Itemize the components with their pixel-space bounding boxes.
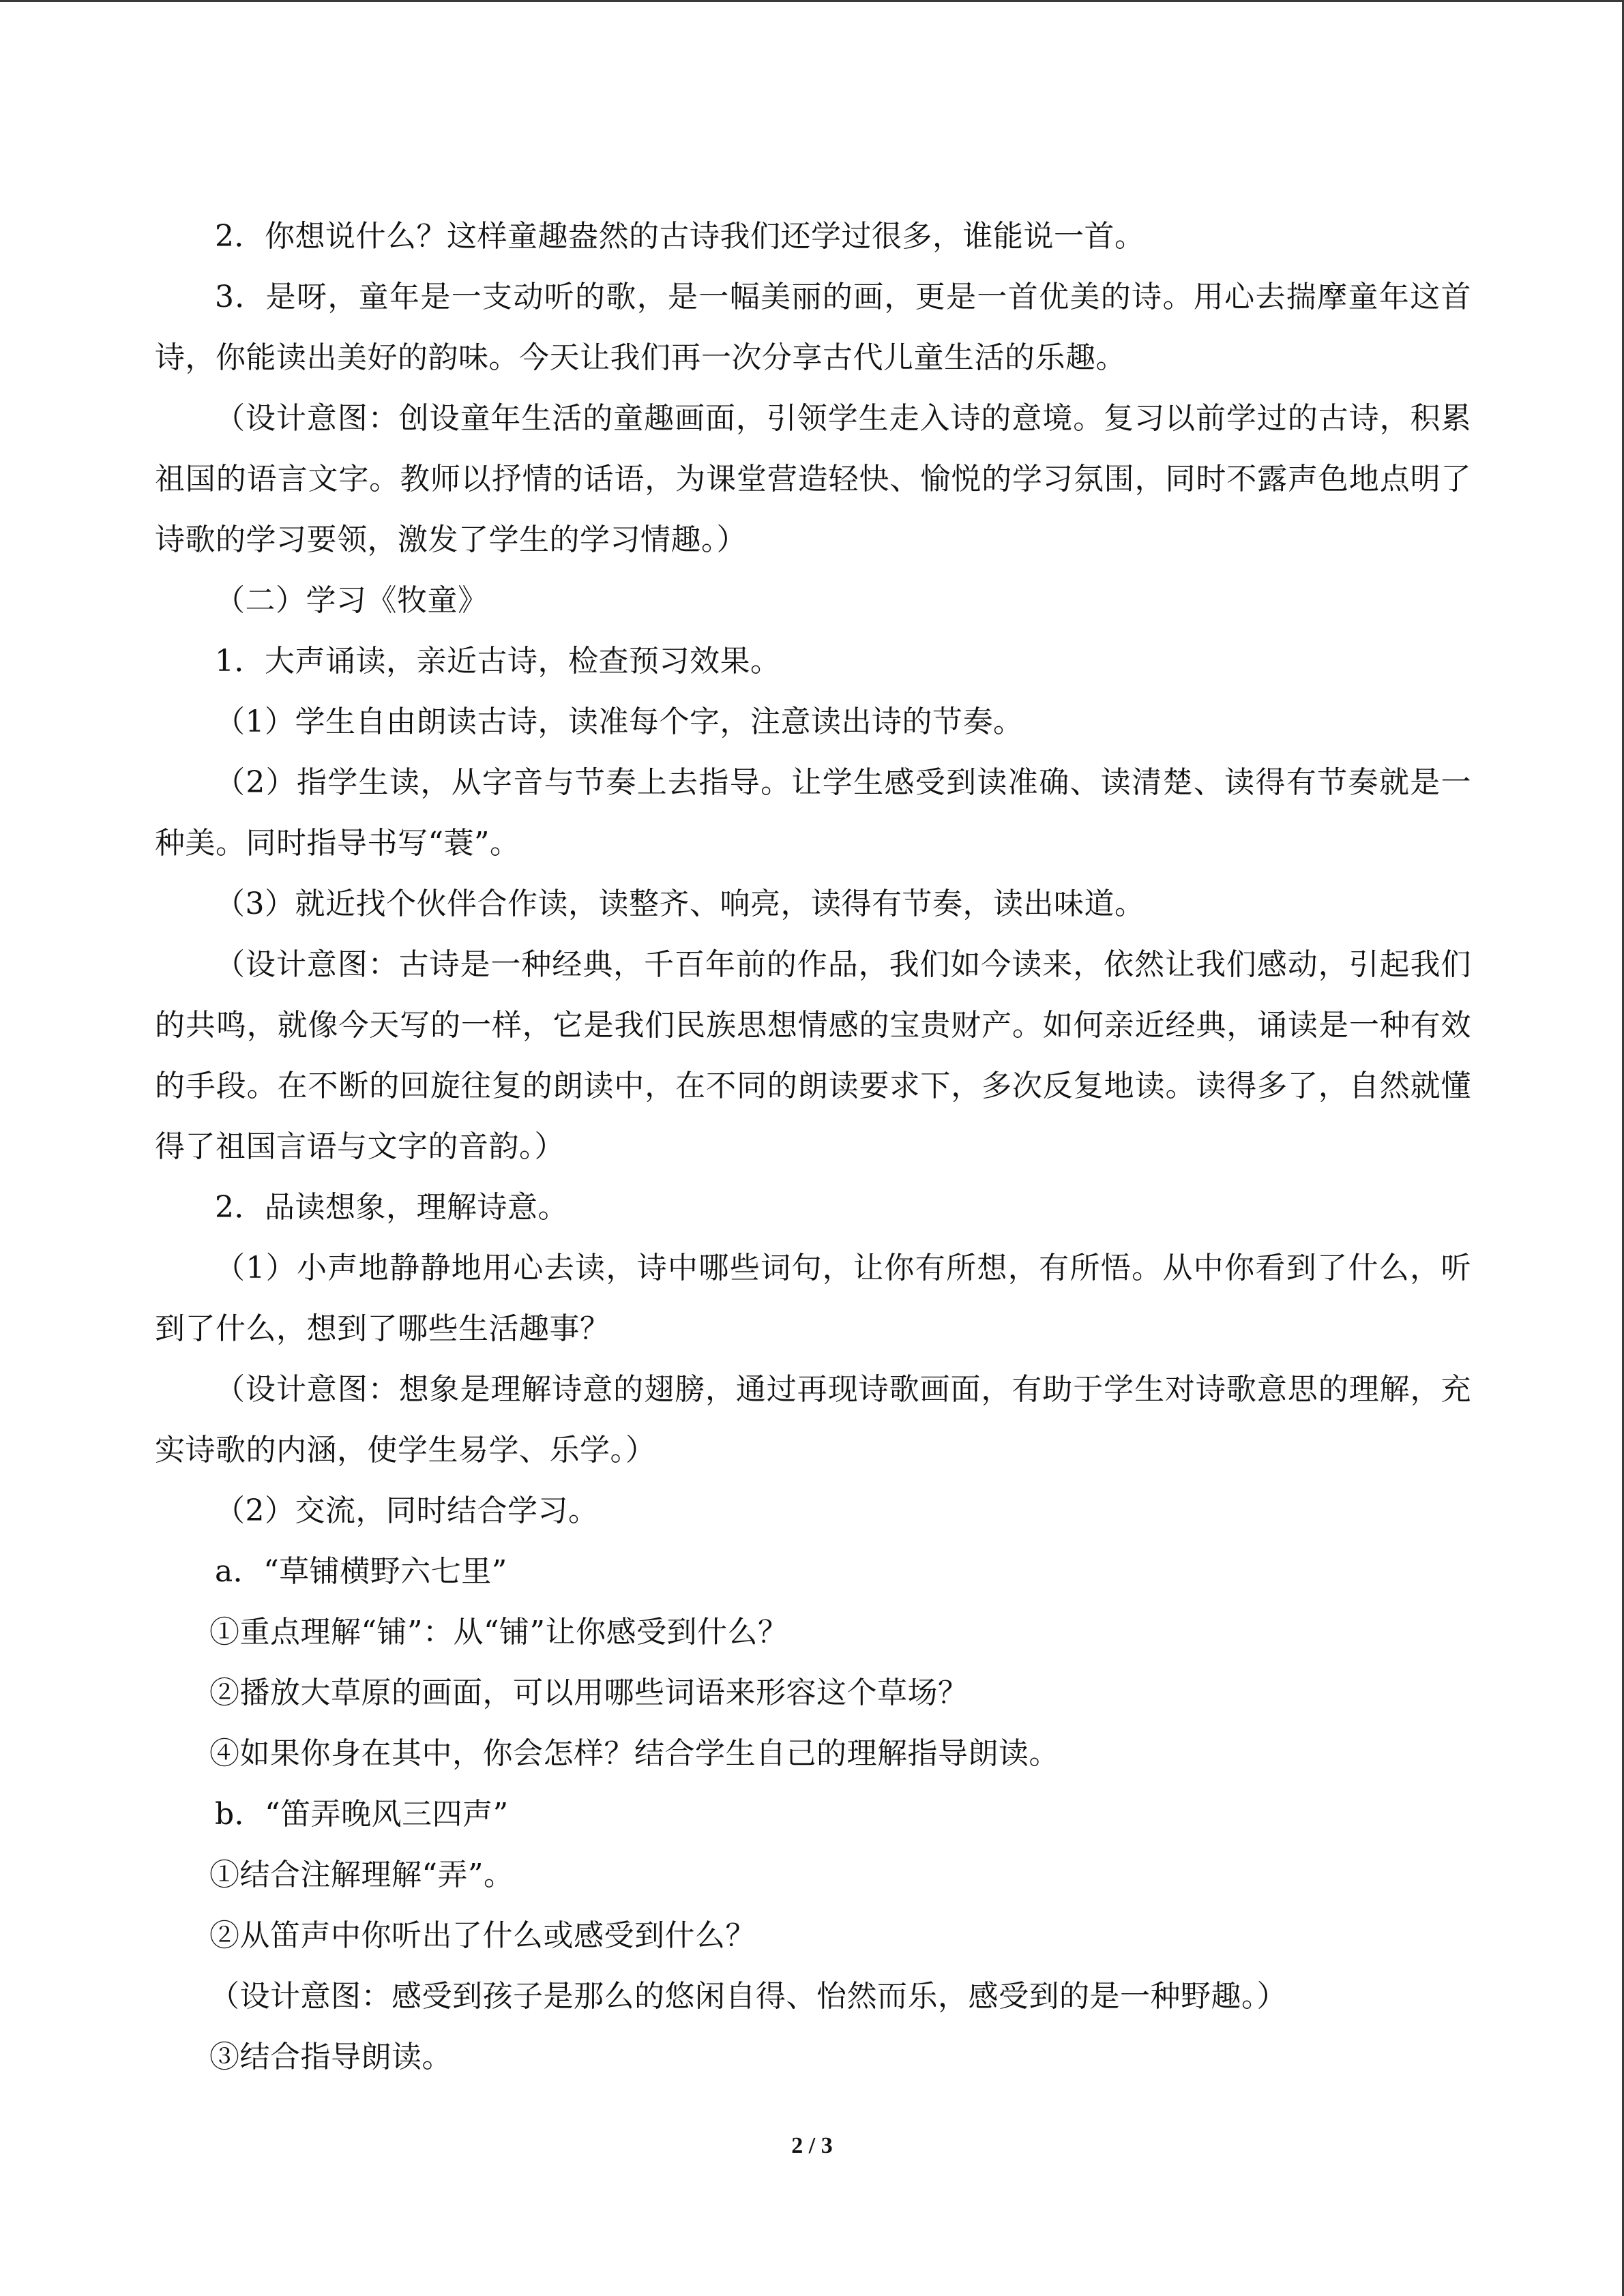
poem-line-heading: a．“草铺横野六七里” — [215, 1554, 507, 1589]
paragraph: 2．你想说什么？这样童趣盎然的古诗我们还学过很多，谁能说一首。 — [215, 219, 1145, 254]
list-item: ②从笛声中你听出了什么或感受到什么？ — [209, 1918, 756, 1953]
page-border-top — [0, 0, 1624, 2]
design-intent-note: （设计意图：感受到孩子是那么的悠闲自得、怡然而乐，感受到的是一种野趣。） — [209, 1979, 1287, 2014]
page-number: 2 / 3 — [791, 2133, 833, 2158]
paragraph: 3．是呀，童年是一支动听的歌，是一幅美丽的画，更是一首优美的诗。用心去揣摩童年这首诗，你能读出美好的韵味。今天让我们再一次分享古代儿童生活的乐趣。 — [155, 280, 1471, 375]
paragraph: （1）小声地静静地用心去读，诗中哪些词句，让你有所想，有所悟。从中你看到了什么，听到了什么，想到了哪些生活趣事？ — [155, 1251, 1471, 1346]
list-item: ①结合注解理解“弄”。 — [209, 1858, 514, 1892]
step-heading: 2．品读想象，理解诗意。 — [215, 1190, 568, 1225]
paragraph: （2）交流，同时结合学习。 — [215, 1493, 599, 1528]
list-item: ①重点理解“铺”：从“铺”让你感受到什么？ — [209, 1615, 788, 1650]
list-item: ③结合指导朗读。 — [209, 2040, 452, 2074]
list-item: ④如果你身在其中，你会怎样？结合学生自己的理解指导朗读。 — [209, 1736, 1059, 1771]
section-heading: （二）学习《牧童》 — [215, 583, 488, 618]
paragraph: （3）就近找个伙伴合作读，读整齐、响亮，读得有节奏，读出味道。 — [215, 886, 1145, 921]
poem-line-heading: b．“笛弄晚风三四声” — [215, 1797, 509, 1832]
design-intent-note: （设计意图：创设童年生活的童趣画面，引领学生走入诗的意境。复习以前学过的古诗，积累祖国的语言文字。教师以抒情的话语，为课堂营造轻快、愉悦的学习氛围，同时不露声色地点明了诗歌的学习要领，激发了学生的学习情趣。） — [155, 401, 1471, 557]
step-heading: 1．大声诵读，亲近古诗，检查预习效果。 — [215, 644, 781, 679]
document-body — [155, 206, 1471, 2087]
paragraph: （2）指学生读，从字音与节奏上去指导。让学生感受到读准确、读清楚、读得有节奏就是一种美。同时指导书写“蓑”。 — [155, 765, 1471, 861]
design-intent-note: （设计意图：古诗是一种经典，千百年前的作品，我们如今读来，依然让我们感动，引起我们的共鸣，就像今天写的一样，它是我们民族思想情感的宝贵财产。如何亲近经典，诵读是一种有效的手段。在不断的回旋往复的朗读中，在不同的朗读要求下，多次反复地读。读得多了，自然就懂得了祖国言语与文字的音韵。） — [155, 947, 1471, 1164]
design-intent-note: （设计意图：想象是理解诗意的翅膀，通过再现诗歌画面，有助于学生对诗歌意思的理解，充实诗歌的内涵，使学生易学、乐学。） — [155, 1372, 1471, 1467]
list-item: ②播放大草原的画面，可以用哪些词语来形容这个草场？ — [209, 1675, 969, 1710]
paragraph: （1）学生自由朗读古诗，读准每个字，注意读出诗的节奏。 — [215, 704, 1024, 739]
